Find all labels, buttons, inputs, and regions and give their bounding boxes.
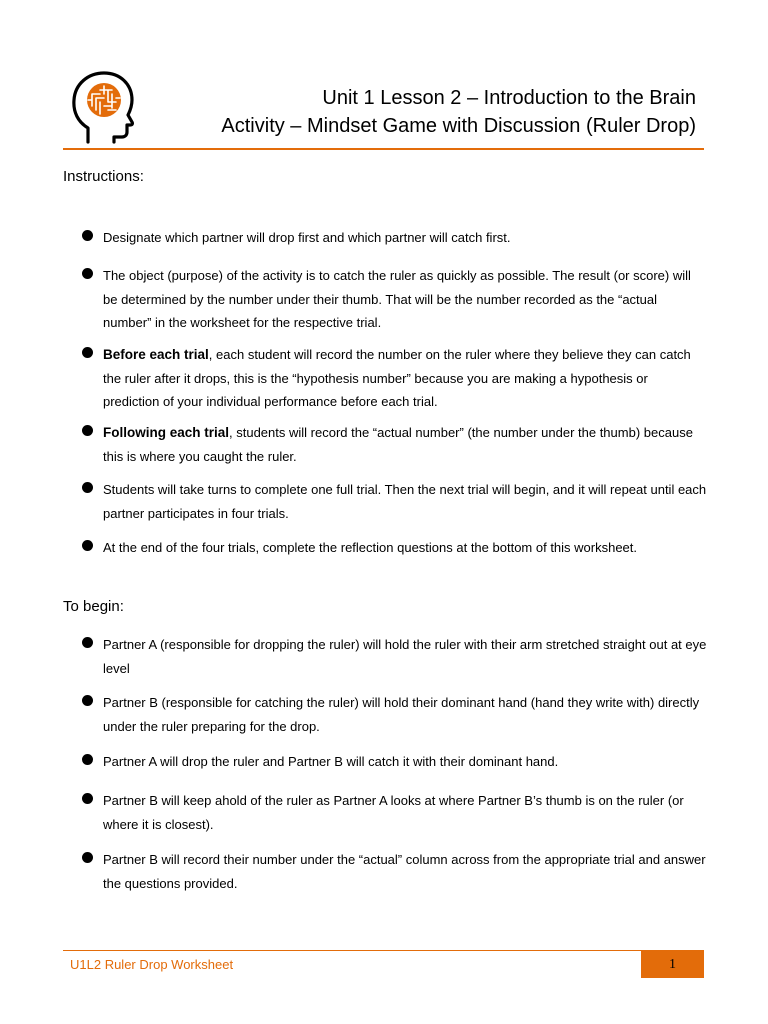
- list-item: [82, 691, 707, 738]
- footer-divider: [63, 950, 704, 951]
- header-divider: [63, 148, 704, 150]
- list-item: [82, 264, 707, 335]
- list-item: [82, 633, 707, 680]
- bullet-icon: [82, 268, 93, 279]
- bullet-bold: Following each trial: [103, 425, 230, 440]
- title-line-2: Activity – Mindset Game with Discussion (Ruler Drop): [221, 115, 696, 137]
- head-maze-logo-icon: [68, 70, 138, 144]
- bullet-text: Designate which partner will drop first and which partner will catch first.: [103, 230, 511, 245]
- bullet-text: The object (purpose) of the activity is to catch the ruler as quickly as possible. The result (or score) will be determined by the number under their thumb. That will be the number recorded as the “actual number” in the worksheet for the respective trial.: [103, 268, 691, 330]
- bullet-icon: [82, 540, 93, 551]
- bullet-text: Partner A (responsible for dropping the ruler) will hold the ruler with their arm stretched straight out at eye level: [103, 637, 707, 676]
- list-item: [82, 848, 707, 895]
- list-item: [82, 226, 707, 250]
- bullet-icon: [82, 852, 93, 863]
- bullet-icon: [82, 425, 93, 436]
- bullet-text: At the end of the four trials, complete the reflection questions at the bottom of this worksheet.: [103, 540, 638, 555]
- bullet-text: Partner B (responsible for catching the ruler) will hold their dominant hand (hand they write with) directly under the ruler preparing for the drop.: [103, 695, 700, 734]
- bullet-icon: [82, 482, 93, 493]
- bullet-icon: [82, 793, 93, 804]
- title-line-1: Unit 1 Lesson 2 – Introduction to the Brain: [322, 87, 696, 109]
- bullet-bold: Before each trial: [103, 347, 209, 362]
- bullet-icon: [82, 754, 93, 765]
- bullet-icon: [82, 230, 93, 241]
- list-item: [82, 536, 707, 560]
- list-item: [82, 478, 707, 525]
- list-item: [82, 421, 707, 468]
- to-begin-heading: To begin:: [63, 598, 124, 615]
- list-item: [82, 343, 707, 414]
- bullet-text: Partner B will record their number under the “actual” column across from the appropriate trial and answer the questions provided.: [103, 852, 706, 891]
- bullet-icon: [82, 637, 93, 648]
- list-item: [82, 750, 707, 774]
- bullet-text: Students will take turns to complete one full trial. Then the next trial will begin, and it will repeat until each partner participates in four trials.: [103, 482, 707, 521]
- bullet-text: , students will record the “actual number” (the number under the thumb) because this is where you caught the ruler.: [103, 425, 693, 464]
- bullet-text: Partner A will drop the ruler and Partner B will catch it with their dominant hand.: [103, 754, 559, 769]
- page-number: 1: [641, 951, 704, 978]
- footer-label: U1L2 Ruler Drop Worksheet: [70, 957, 234, 972]
- list-item: [82, 789, 707, 836]
- bullet-icon: [82, 347, 93, 358]
- bullet-text: Partner B will keep ahold of the ruler as Partner A looks at where Partner B’s thumb is on the ruler (or where it is closest).: [103, 793, 684, 832]
- document-title: [221, 84, 696, 140]
- bullet-icon: [82, 695, 93, 706]
- instructions-heading: Instructions:: [63, 168, 144, 185]
- bullet-text: , each student will record the number on the ruler where they believe they can catch the ruler after it drops, this is the “hypothesis number” because you are making a hypothesis or prediction of your individual performance before each trial.: [103, 347, 691, 409]
